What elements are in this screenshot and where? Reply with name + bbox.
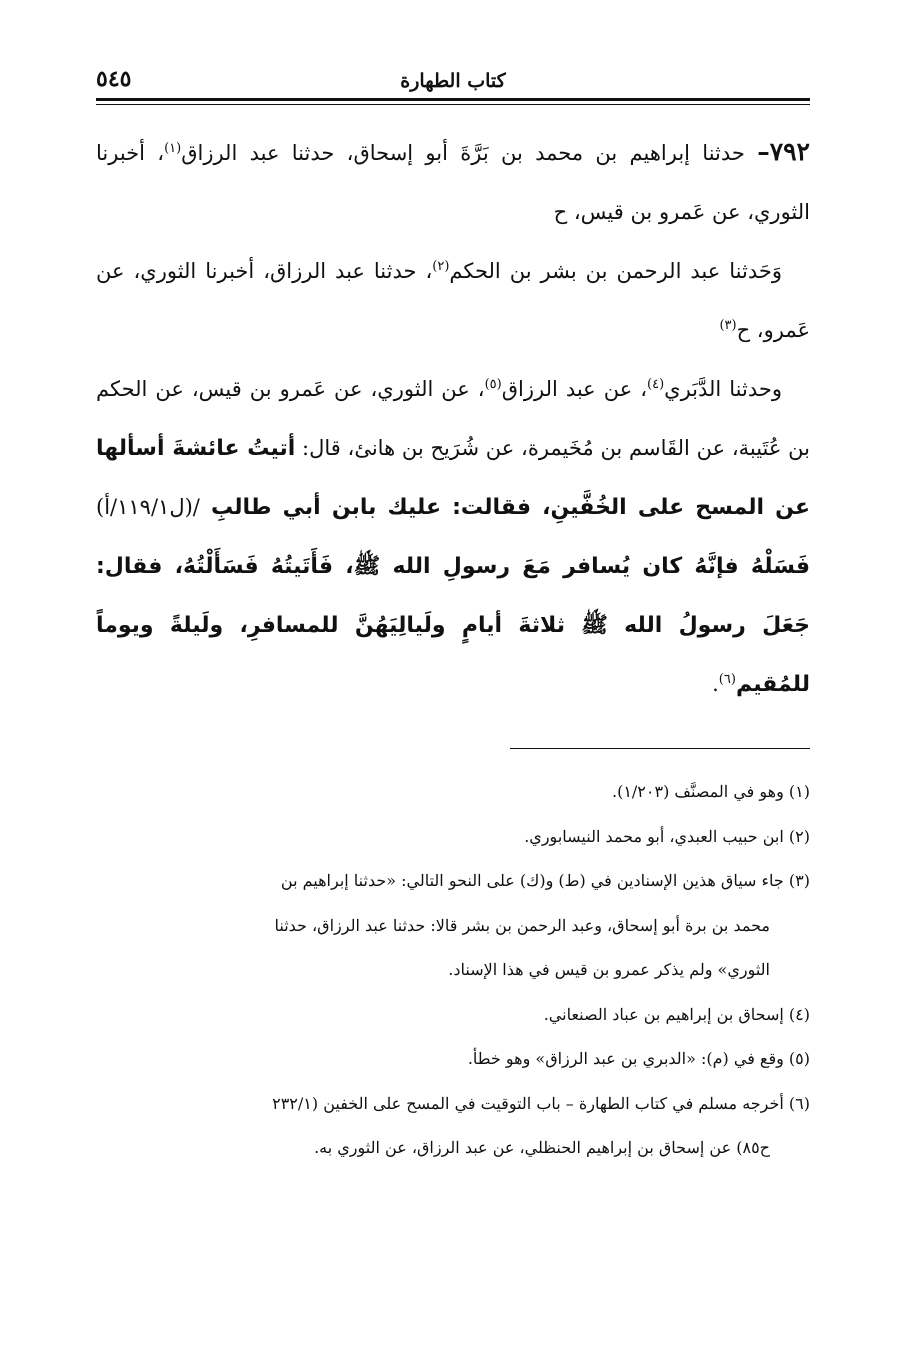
isnad-paragraph-1 [96, 122, 810, 242]
end-mark: . [712, 672, 719, 696]
footnote-6-line-1: (٦) أخرجه مسلم في كتاب الطهارة – باب التوقيت في المسح على الخفين (٢٣٢/١ [272, 1093, 810, 1113]
footnote-separator [510, 748, 810, 749]
footnote-2: (٢) ابن حبيب العبدي، أبو محمد النيسابوري. [524, 826, 810, 846]
isnad-text-1-tail: ، أخبرنا الثوري، عن عَمرو بن قيس، ح [96, 141, 810, 224]
footnote-ref-2: (٢) [432, 259, 450, 274]
matn-quote-2: فَسَلْهُ فإنَّهُ كان يُسافر مَعَ رسولِ الله ﷺ، فَأَتَيتُهُ فَسَأَلْتُهُ، فقال: جَعَلَ رسولُ الله ﷺ ثلاثةَ أيامٍ ولَيالِيَهُنَّ للمسافرِ، ولَيلةً ويوماً للمُقيم [96, 554, 810, 697]
isnad-paragraph-2 [96, 242, 810, 360]
hadith-number: ٧٩٢– [757, 137, 810, 166]
header-rule-thick [96, 98, 810, 101]
isnad-text-3a: وحدثنا الدَّبَري [664, 377, 782, 401]
hadith-text [96, 122, 810, 714]
isnad-text-1: حدثنا إبراهيم بن محمد بن بَرَّةَ أبو إسحاق، حدثنا عبد الرزاق [181, 141, 758, 165]
footnote-ref-5: (٥) [484, 377, 502, 392]
footnote-4: (٤) إسحاق بن إبراهيم بن عباد الصنعاني. [543, 1004, 810, 1024]
isnad-text-3c: ، عن الثوري، عن عَمرو بن قيس، عن الحكم بن عُتَيبة، عن القَاسم بن مُخَيمرة، عن شُرَيح بن هانئ، قال: [96, 377, 810, 460]
isnad-text-2-tail: ، حدثنا عبد الرزاق، أخبرنا الثوري، عن عَمرو، ح [96, 259, 810, 342]
isnad-text-2: وَحَدثنا عبد الرحمن بن بشر بن الحكم [449, 259, 782, 283]
matn-quote-1: أتيتُ عائشةَ أسألها عن المسح على الخُفَّينِ، فقالت: عليك بابن أبي طالبِ [96, 436, 810, 520]
footnote-5: (٥) وقع في (م): «الدبري بن عبد الرزاق» وهو خطأ. [467, 1049, 810, 1068]
running-header [96, 64, 810, 100]
book-title: كتاب الطهارة [400, 70, 506, 92]
folio-reference: /(ل١١٩/١/أ) [96, 495, 200, 519]
footnote-6-line-2: ح٨٥) عن إسحاق بن إبراهيم الحنظلي، عن عبد الرزاق، عن الثوري به. [314, 1138, 770, 1157]
page-number: ٥٤٥ [96, 66, 132, 92]
footnotes [96, 770, 810, 1171]
footnote-ref-6: (٦) [718, 672, 736, 687]
footnote-3-line-2: محمد بن برة أبو إسحاق، وعبد الرحمن بن بشر قالا: حدثنا عبد الرزاق، حدثنا [274, 915, 770, 935]
footnote-3-line-1: (٣) جاء سياق هذين الإسنادين في (ط) و(ك) على النحو التالي: «حدثنا إبراهيم بن [280, 871, 810, 890]
isnad-paragraph-3 [96, 360, 810, 714]
footnote-ref-4: (٤) [647, 377, 665, 392]
header-rule-thin [96, 104, 810, 105]
footnote-ref-1: (١) [164, 141, 182, 156]
footnote-3-line-3: الثوري» ولم يذكر عمرو بن قيس في هذا الإسناد. [448, 960, 770, 979]
isnad-text-3b: ، عن عبد الرزاق [501, 377, 647, 401]
footnote-ref-3: (٣) [719, 318, 737, 333]
footnote-1: (١) وهو في المصنَّف (١/٢٠٣). [611, 782, 810, 801]
